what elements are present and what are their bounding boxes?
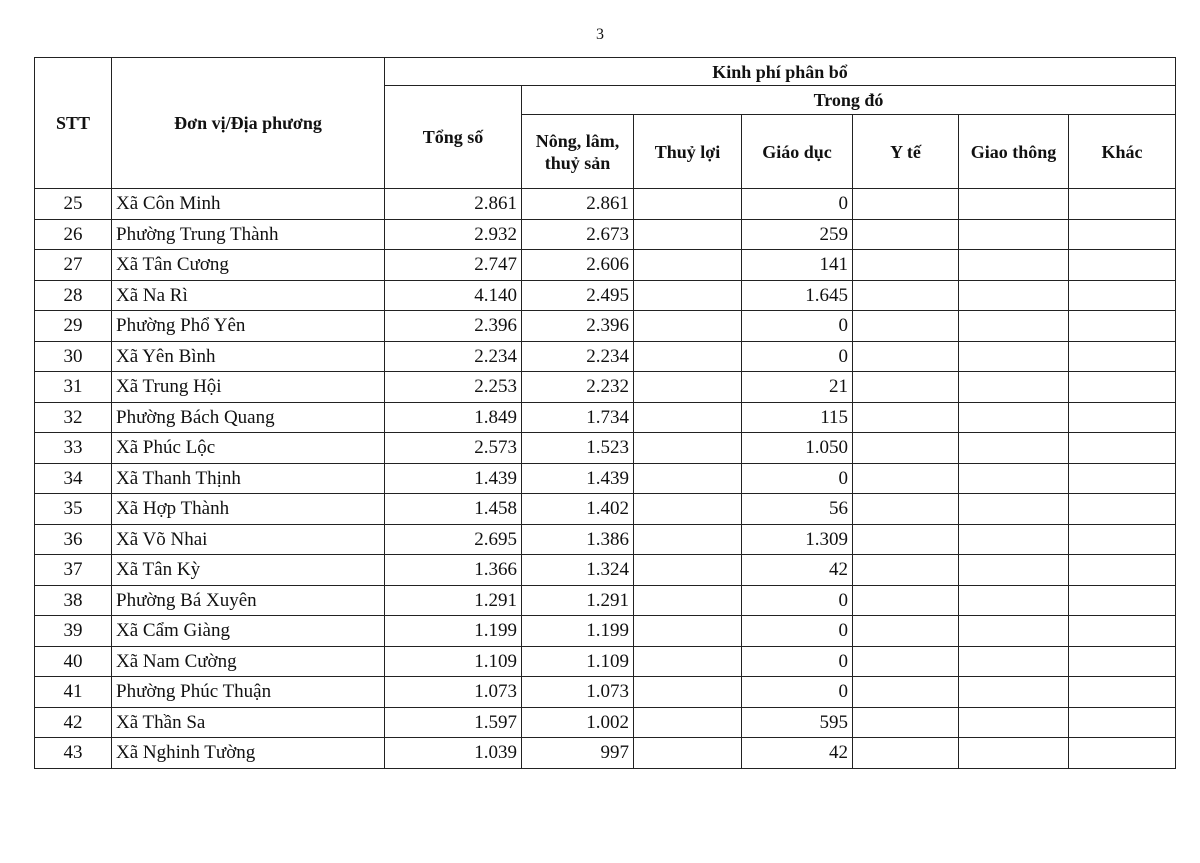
cell-edu: 0 [742,189,853,220]
cell-total: 2.253 [385,372,522,403]
cell-irr [634,433,742,464]
cell-name: Xã Hợp Thành [112,494,385,525]
cell-edu: 0 [742,311,853,342]
cell-irr [634,677,742,708]
cell-total: 2.695 [385,524,522,555]
cell-edu: 0 [742,463,853,494]
cell-edu: 0 [742,677,853,708]
table-row [35,494,1176,525]
cell-total: 1.366 [385,555,522,586]
cell-irr [634,585,742,616]
cell-agri: 1.402 [522,494,634,525]
cell-health [853,494,959,525]
cell-health [853,250,959,281]
table-row [35,585,1176,616]
cell-transport [959,219,1069,250]
table-row [35,402,1176,433]
cell-irr [634,463,742,494]
cell-irr [634,707,742,738]
cell-health [853,311,959,342]
table-row [35,646,1176,677]
cell-stt: 43 [35,738,112,769]
table-row [35,555,1176,586]
cell-other [1069,616,1176,647]
cell-health [853,341,959,372]
cell-transport [959,402,1069,433]
cell-edu: 115 [742,402,853,433]
table-row [35,677,1176,708]
cell-total: 1.458 [385,494,522,525]
cell-stt: 36 [35,524,112,555]
cell-name: Phường Bách Quang [112,402,385,433]
cell-other [1069,402,1176,433]
cell-other [1069,738,1176,769]
cell-name: Xã Tân Kỳ [112,555,385,586]
cell-total: 2.932 [385,219,522,250]
cell-transport [959,280,1069,311]
cell-other [1069,372,1176,403]
cell-edu: 1.050 [742,433,853,464]
cell-agri: 1.523 [522,433,634,464]
cell-edu: 42 [742,738,853,769]
cell-transport [959,189,1069,220]
cell-edu: 259 [742,219,853,250]
cell-health [853,189,959,220]
cell-total: 2.234 [385,341,522,372]
header-stt: STT [35,58,112,189]
cell-agri: 1.291 [522,585,634,616]
cell-irr [634,616,742,647]
cell-agri: 2.673 [522,219,634,250]
cell-name: Phường Trung Thành [112,219,385,250]
cell-stt: 29 [35,311,112,342]
table-row [35,189,1176,220]
cell-total: 2.396 [385,311,522,342]
cell-health [853,219,959,250]
cell-stt: 33 [35,433,112,464]
cell-agri: 2.606 [522,250,634,281]
cell-transport [959,311,1069,342]
cell-irr [634,738,742,769]
cell-total: 4.140 [385,280,522,311]
cell-name: Xã Thần Sa [112,707,385,738]
cell-agri: 2.234 [522,341,634,372]
cell-agri: 1.324 [522,555,634,586]
table-row [35,341,1176,372]
table-row [35,616,1176,647]
cell-total: 1.291 [385,585,522,616]
table-row [35,280,1176,311]
cell-health [853,738,959,769]
cell-edu: 595 [742,707,853,738]
cell-irr [634,494,742,525]
cell-other [1069,219,1176,250]
cell-irr [634,555,742,586]
cell-stt: 42 [35,707,112,738]
cell-total: 2.747 [385,250,522,281]
cell-transport [959,677,1069,708]
cell-edu: 56 [742,494,853,525]
cell-name: Xã Côn Minh [112,189,385,220]
header-health: Y tế [853,115,959,189]
cell-stt: 39 [35,616,112,647]
cell-other [1069,585,1176,616]
header-transport: Giao thông [959,115,1069,189]
cell-agri: 1.073 [522,677,634,708]
cell-other [1069,280,1176,311]
header-total: Tổng số [385,86,522,189]
cell-stt: 34 [35,463,112,494]
cell-total: 1.597 [385,707,522,738]
cell-name: Xã Tân Cương [112,250,385,281]
cell-stt: 26 [35,219,112,250]
cell-edu: 42 [742,555,853,586]
cell-irr [634,219,742,250]
cell-transport [959,433,1069,464]
cell-other [1069,646,1176,677]
table-row [35,219,1176,250]
cell-transport [959,250,1069,281]
cell-health [853,524,959,555]
cell-agri: 997 [522,738,634,769]
cell-health [853,707,959,738]
cell-total: 1.849 [385,402,522,433]
cell-agri: 2.495 [522,280,634,311]
cell-total: 1.199 [385,616,522,647]
cell-other [1069,524,1176,555]
cell-other [1069,707,1176,738]
page-number: 3 [596,26,604,43]
cell-agri: 2.232 [522,372,634,403]
cell-edu: 0 [742,646,853,677]
cell-name: Phường Phúc Thuận [112,677,385,708]
cell-irr [634,402,742,433]
cell-edu: 21 [742,372,853,403]
cell-name: Xã Nam Cường [112,646,385,677]
cell-stt: 32 [35,402,112,433]
cell-other [1069,555,1176,586]
table-row [35,250,1176,281]
cell-name: Xã Nghinh Tường [112,738,385,769]
cell-name: Phường Phổ Yên [112,311,385,342]
cell-stt: 38 [35,585,112,616]
cell-stt: 25 [35,189,112,220]
cell-agri: 1.439 [522,463,634,494]
cell-stt: 27 [35,250,112,281]
header-unit: Đơn vị/Địa phương [112,58,385,189]
cell-other [1069,250,1176,281]
cell-transport [959,463,1069,494]
cell-edu: 141 [742,250,853,281]
cell-stt: 41 [35,677,112,708]
header-education: Giáo dục [742,115,853,189]
cell-irr [634,189,742,220]
cell-health [853,463,959,494]
cell-total: 2.573 [385,433,522,464]
cell-health [853,433,959,464]
cell-transport [959,646,1069,677]
cell-transport [959,524,1069,555]
cell-other [1069,341,1176,372]
cell-transport [959,494,1069,525]
cell-edu: 0 [742,585,853,616]
cell-agri: 1.109 [522,646,634,677]
cell-irr [634,372,742,403]
cell-other [1069,677,1176,708]
cell-other [1069,311,1176,342]
cell-agri: 1.734 [522,402,634,433]
cell-health [853,372,959,403]
cell-health [853,280,959,311]
cell-transport [959,707,1069,738]
cell-stt: 31 [35,372,112,403]
table-row [35,707,1176,738]
cell-health [853,616,959,647]
cell-irr [634,280,742,311]
cell-stt: 40 [35,646,112,677]
cell-stt: 28 [35,280,112,311]
cell-edu: 0 [742,341,853,372]
cell-agri: 2.861 [522,189,634,220]
cell-edu: 1.309 [742,524,853,555]
cell-transport [959,555,1069,586]
cell-irr [634,250,742,281]
cell-stt: 37 [35,555,112,586]
cell-name: Xã Phúc Lộc [112,433,385,464]
cell-agri: 2.396 [522,311,634,342]
cell-other [1069,463,1176,494]
funding-allocation-table [34,57,1176,769]
cell-health [853,402,959,433]
cell-name: Xã Na Rì [112,280,385,311]
cell-name: Xã Cẩm Giàng [112,616,385,647]
cell-total: 1.109 [385,646,522,677]
cell-agri: 1.199 [522,616,634,647]
cell-name: Xã Võ Nhai [112,524,385,555]
table-row [35,463,1176,494]
cell-stt: 30 [35,341,112,372]
header-funding: Kinh phí phân bổ [385,58,1176,86]
table-row [35,524,1176,555]
cell-edu: 0 [742,616,853,647]
cell-transport [959,585,1069,616]
cell-other [1069,189,1176,220]
header-agriculture: Nông, lâm, thuỷ sản [522,115,634,189]
cell-agri: 1.002 [522,707,634,738]
cell-total: 1.073 [385,677,522,708]
cell-irr [634,524,742,555]
cell-health [853,555,959,586]
cell-irr [634,646,742,677]
cell-name: Phường Bá Xuyên [112,585,385,616]
cell-total: 1.039 [385,738,522,769]
header-irrigation: Thuỷ lợi [634,115,742,189]
cell-agri: 1.386 [522,524,634,555]
cell-transport [959,738,1069,769]
header-of-which: Trong đó [522,86,1176,115]
cell-health [853,677,959,708]
cell-irr [634,341,742,372]
cell-name: Xã Yên Bình [112,341,385,372]
cell-transport [959,616,1069,647]
cell-health [853,585,959,616]
cell-irr [634,311,742,342]
cell-other [1069,433,1176,464]
cell-stt: 35 [35,494,112,525]
cell-transport [959,341,1069,372]
cell-other [1069,494,1176,525]
table-row [35,433,1176,464]
table-row [35,738,1176,769]
cell-transport [959,372,1069,403]
cell-name: Xã Trung Hội [112,372,385,403]
cell-total: 2.861 [385,189,522,220]
cell-edu: 1.645 [742,280,853,311]
cell-health [853,646,959,677]
cell-total: 1.439 [385,463,522,494]
table-row [35,372,1176,403]
cell-name: Xã Thanh Thịnh [112,463,385,494]
table-row [35,311,1176,342]
header-other: Khác [1069,115,1176,189]
